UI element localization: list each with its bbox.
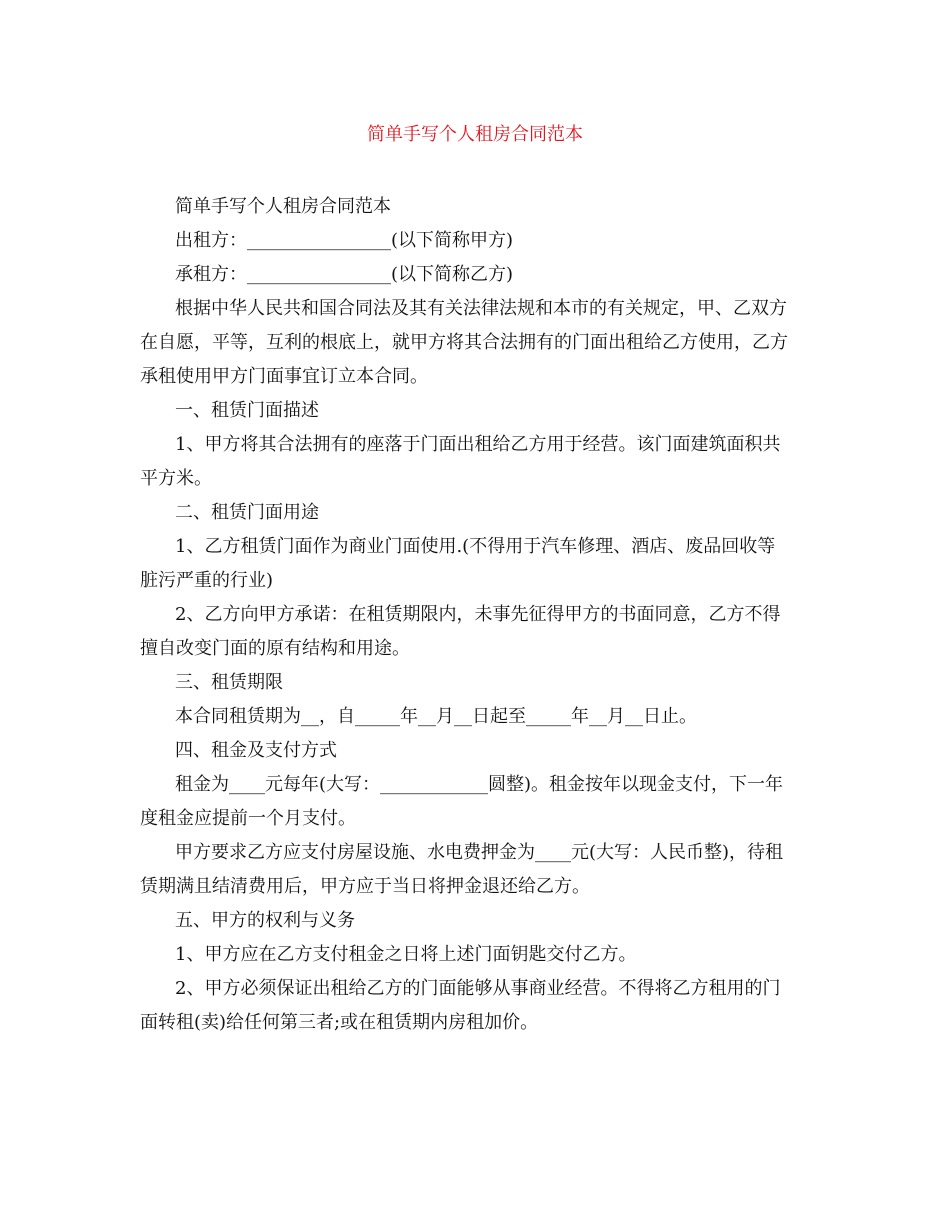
paragraph-first-line: 承租方：________________(以下简称乙方)	[175, 264, 514, 285]
paragraph	[175, 394, 815, 428]
paragraph-first-line: 甲方要求乙方应支付房屋设施、水电费押金为____元(大写：人民币整)，待租	[175, 842, 784, 863]
paragraph	[140, 598, 815, 666]
paragraph	[175, 666, 815, 700]
paragraph	[175, 938, 815, 972]
paragraph	[140, 428, 815, 496]
paragraph-first-line: 本合同租赁期为__，自_____年__月__日起至_____年__月__日止。	[175, 706, 697, 727]
paragraph	[175, 904, 815, 938]
document-title: 简单手写个人租房合同范本	[367, 124, 583, 145]
paragraph-first-line: 1、乙方租赁门面作为商业门面使用.(不得用于汽车修理、酒店、废品回收等	[175, 536, 776, 557]
paragraph-first-line: 根据中华人民共和国合同法及其有关法律法规和本市的有关规定，甲、乙双方	[175, 298, 787, 319]
paragraph-first-line: 出租方：________________(以下简称甲方)	[175, 230, 514, 251]
paragraph-first-line: 2、乙方向甲方承诺：在租赁期限内，未事先征得甲方的书面同意，乙方不得	[175, 604, 781, 625]
paragraph-first-line: 五、甲方的权利与义务	[175, 910, 355, 931]
paragraph	[175, 224, 815, 258]
paragraph-first-line: 四、租金及支付方式	[175, 740, 337, 761]
paragraph-continuation-line: 脏污严重的行业)	[140, 570, 274, 591]
paragraph	[175, 734, 815, 768]
paragraph-continuation-line: 承租使用甲方门面事宜订立本合同。	[140, 366, 428, 387]
paragraph-first-line: 2、甲方必须保证出租给乙方的门面能够从事商业经营。不得将乙方租用的门	[175, 978, 781, 999]
paragraph	[140, 768, 815, 836]
paragraph-continuation-line: 赁期满且结清费用后，甲方应于当日将押金退还给乙方。	[140, 876, 590, 897]
paragraph	[140, 972, 815, 1040]
paragraph-continuation-line: 平方米。	[140, 468, 212, 489]
paragraph-first-line: 租金为____元每年(大写：____________圆整)。租金按年以现金支付，下一年	[175, 774, 784, 795]
paragraph-first-line: 1、甲方应在乙方支付租金之日将上述门面钥匙交付乙方。	[175, 944, 637, 965]
paragraph-first-line: 1、甲方将其合法拥有的座落于门面出租给乙方用于经营。该门面建筑面积共	[175, 434, 781, 455]
paragraph-first-line: 二、租赁门面用途	[175, 502, 319, 523]
paragraph	[175, 258, 815, 292]
paragraph-first-line: 一、租赁门面描述	[175, 400, 319, 421]
document-body	[140, 190, 815, 1040]
paragraph-first-line: 三、租赁期限	[175, 672, 283, 693]
paragraph	[140, 292, 815, 394]
paragraph	[140, 836, 815, 904]
paragraph	[175, 190, 815, 224]
paragraph-continuation-line: 面转租(卖)给任何第三者;或在租赁期内房租加价。	[140, 1012, 539, 1033]
paragraph	[175, 496, 815, 530]
paragraph-continuation-line: 在自愿，平等，互利的根底上，就甲方将其合法拥有的门面出租给乙方使用，乙方	[140, 332, 788, 353]
paragraph	[175, 700, 815, 734]
paragraph	[140, 530, 815, 598]
paragraph-continuation-line: 度租金应提前一个月支付。	[140, 808, 356, 829]
paragraph-first-line: 简单手写个人租房合同范本	[175, 196, 391, 217]
paragraph-continuation-line: 擅自改变门面的原有结构和用途。	[140, 638, 410, 659]
